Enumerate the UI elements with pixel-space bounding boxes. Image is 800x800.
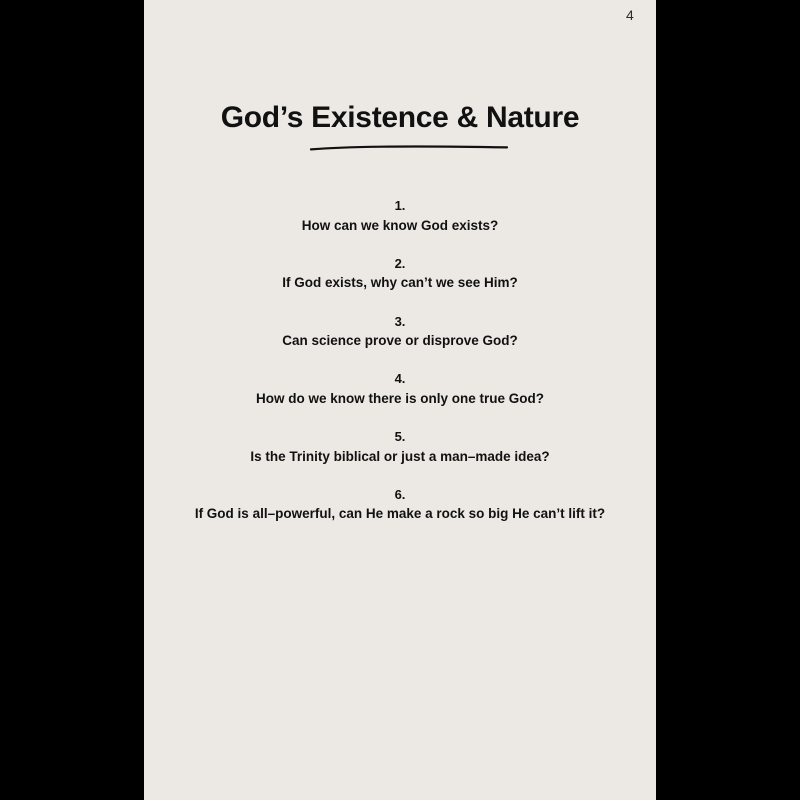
question-number: 6. (394, 486, 406, 502)
document-page (144, 0, 656, 800)
list-item (144, 254, 656, 294)
question-number: 5. (394, 429, 406, 444)
title-underline-icon (309, 144, 509, 152)
question-number: 1. (394, 198, 406, 213)
page-title-container (144, 100, 656, 136)
question-text: How do we know there is only one true God? (255, 390, 545, 406)
list-item (144, 196, 656, 236)
question-text: Is the Trinity biblical or just a man–made idea? (250, 448, 550, 464)
question-text: How can we know God exists? (301, 217, 499, 233)
page-number: 4 (626, 7, 634, 23)
list-item (144, 485, 656, 525)
question-number: 2. (394, 255, 406, 271)
list-item (144, 427, 656, 467)
page-title-text: God’s Existence & Nature (220, 101, 580, 134)
page-title (221, 100, 579, 136)
question-text: If God is all–powerful, can He make a rock so big He can’t lift it? (194, 506, 606, 522)
question-text: If God exists, why can’t we see Him? (282, 275, 518, 291)
list-item (144, 312, 656, 352)
question-number: 3. (394, 313, 406, 329)
question-text: Can science prove or disprove God? (282, 333, 518, 348)
list-item (144, 369, 656, 409)
question-number: 4. (394, 371, 406, 387)
question-list (144, 196, 656, 543)
